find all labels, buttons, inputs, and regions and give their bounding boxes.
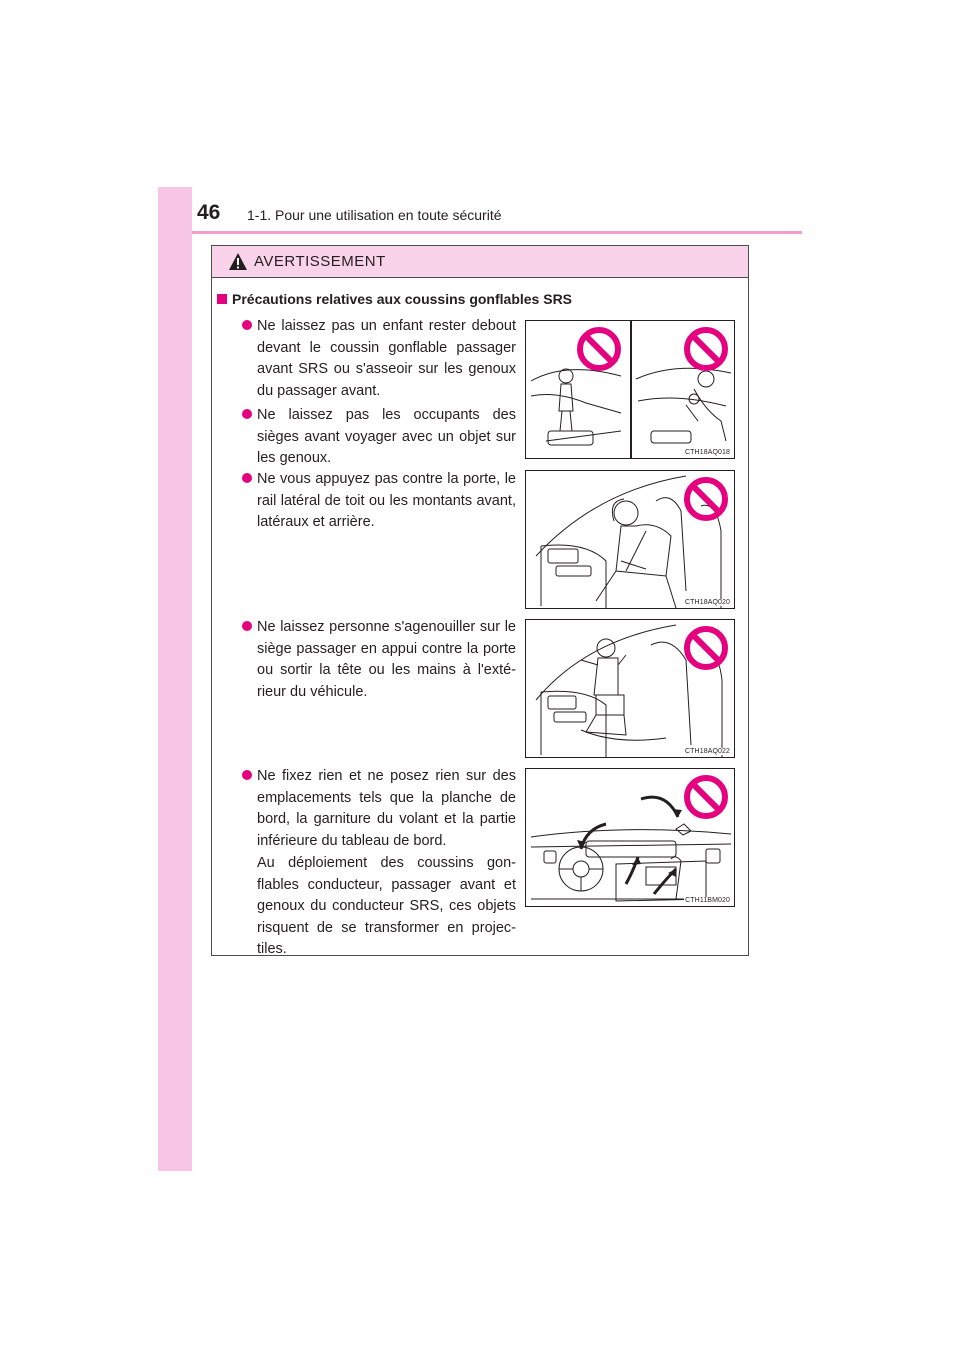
prohibition-icon	[683, 476, 729, 522]
figure-caption: CTH11BM020	[685, 897, 730, 904]
figure-caption: CTH18AQ020	[685, 599, 730, 606]
bullet-item: Ne laissez pas un enfant rester debout devant le coussin gonflable passager avant SRS ou s'asseoir sur les genoux du passager avant.	[242, 316, 516, 402]
bullet-continuation: Au déploiement des coussins gon-flables conducteur, passager avant et genoux du conducteur SRS, ces objets risquent de se transformer en projec-tiles.	[257, 855, 516, 957]
side-tab-strip	[158, 187, 192, 1171]
square-bullet-icon	[217, 294, 227, 304]
bullet-dot-icon	[242, 473, 252, 483]
header-divider	[192, 231, 802, 234]
prohibition-icon	[683, 774, 729, 820]
warning-box	[211, 245, 749, 956]
illustration-child-on-lap	[525, 320, 735, 459]
warning-triangle-icon	[228, 252, 248, 271]
bullet-item: Ne laissez personne s'agenouiller sur le siège passager en appui contre la porte ou sortir la tête ou les mains à l'exté-rieur du véhicule.	[242, 617, 516, 703]
bullet-item: Ne fixez rien et ne posez rien sur des emplacements tels que la planche de bord, la garniture du volant et la partie inférieure du tableau de bord.	[242, 766, 516, 852]
bullet-dot-icon	[242, 621, 252, 631]
prohibition-icon	[683, 326, 729, 372]
illustration-leaning-on-door	[525, 470, 735, 609]
bullet-dot-icon	[242, 770, 252, 780]
illustration-dashboard-objects	[525, 768, 735, 907]
bullet-item: Ne vous appuyez pas contre la porte, le rail latéral de toit ou les montants avant, latéraux et arrière.	[242, 469, 516, 534]
bullet-item: Ne laissez pas les occupants des sièges avant voyager avec un objet sur les genoux.	[242, 405, 516, 470]
warning-label: AVERTISSEMENT	[254, 253, 386, 270]
subheading	[217, 291, 572, 307]
figure-caption: CTH18AQ022	[685, 748, 730, 755]
bullet-dot-icon	[242, 320, 252, 330]
bullet-dot-icon	[242, 409, 252, 419]
illustration-kneeling-on-seat	[525, 619, 735, 758]
warning-header	[212, 246, 748, 278]
subheading-text: Précautions relatives aux coussins gonflables SRS	[232, 291, 573, 307]
page-number: 46	[197, 201, 221, 224]
prohibition-icon	[683, 625, 729, 671]
section-title: 1-1. Pour une utilisation en toute sécurité	[247, 207, 502, 223]
prohibition-icon	[576, 326, 622, 372]
figure-caption: CTH18AQ018	[685, 449, 730, 456]
